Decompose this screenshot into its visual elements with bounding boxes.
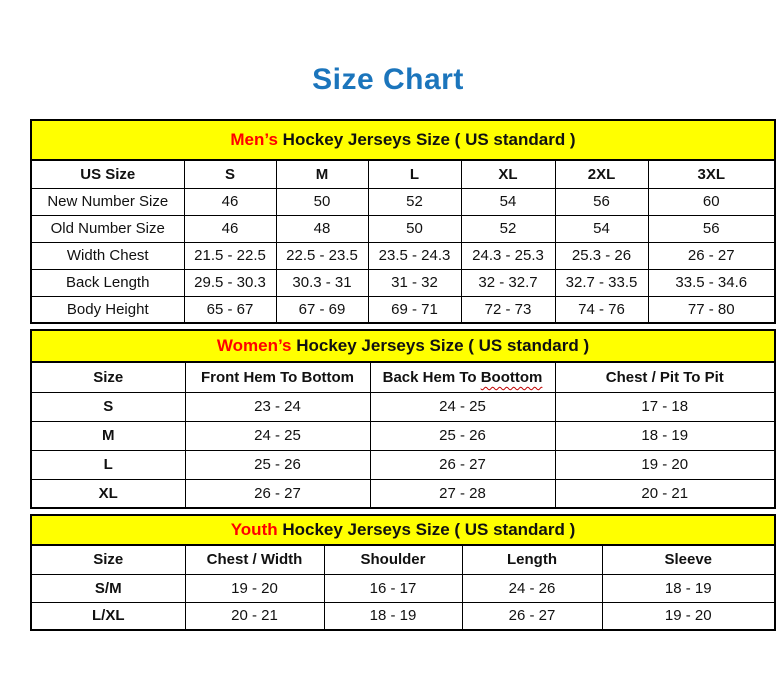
size-value-cell: 19 - 20 [555, 450, 775, 479]
size-value-cell: 50 [276, 188, 368, 215]
table-row-old-number-size [31, 215, 775, 242]
size-value-cell: 32 - 32.7 [461, 269, 555, 296]
size-value-cell: 65 - 67 [184, 296, 276, 323]
column-header-size: Size [31, 545, 185, 574]
size-value-cell: 72 - 73 [461, 296, 555, 323]
youth-section-title-highlight: Youth [230, 520, 278, 539]
size-value-cell: 24 - 26 [462, 574, 602, 602]
mens-column-header-row [31, 160, 775, 188]
size-value-cell: 74 - 76 [555, 296, 648, 323]
womens-section-title [31, 330, 775, 362]
row-label: S [31, 392, 185, 421]
youth-size-table [30, 514, 776, 631]
table-row-womens-m [31, 421, 775, 450]
size-value-cell: 54 [461, 188, 555, 215]
size-value-cell: 26 - 27 [648, 242, 775, 269]
size-value-cell: 26 - 27 [185, 479, 370, 508]
size-value-cell: 20 - 21 [555, 479, 775, 508]
column-header-2xl: 2XL [555, 160, 648, 188]
mens-size-table [30, 119, 776, 324]
size-value-cell: 17 - 18 [555, 392, 775, 421]
size-value-cell: 22.5 - 23.5 [276, 242, 368, 269]
size-value-cell: 16 - 17 [324, 574, 462, 602]
table-row-new-number-size [31, 188, 775, 215]
size-value-cell: 54 [555, 215, 648, 242]
row-label: L/XL [31, 602, 185, 630]
back-hem-prefix: Back Hem To [382, 368, 477, 386]
size-value-cell: 24 - 25 [370, 392, 555, 421]
size-value-cell: 21.5 - 22.5 [184, 242, 276, 269]
size-value-cell: 18 - 19 [555, 421, 775, 450]
size-value-cell: 52 [461, 215, 555, 242]
table-row-width-chest [31, 242, 775, 269]
mens-section-title [31, 120, 775, 160]
size-value-cell: 25 - 26 [370, 421, 555, 450]
youth-section-title [31, 515, 775, 545]
size-value-cell: 19 - 20 [602, 602, 775, 630]
size-value-cell: 56 [648, 215, 775, 242]
size-value-cell: 52 [368, 188, 461, 215]
column-header-front-hem: Front Hem To Bottom [185, 362, 370, 392]
mens-section-title-rest: Hockey Jerseys Size ( US standard ) [282, 130, 576, 149]
column-header-length: Length [462, 545, 602, 574]
column-header-size: Size [31, 362, 185, 392]
size-value-cell: 46 [184, 188, 276, 215]
size-value-cell: 27 - 28 [370, 479, 555, 508]
size-value-cell: 24 - 25 [185, 421, 370, 450]
size-value-cell: 29.5 - 30.3 [184, 269, 276, 296]
youth-column-header-row [31, 545, 775, 574]
column-header-l: L [368, 160, 461, 188]
womens-section-header-row [31, 330, 775, 362]
womens-section-title-highlight: Women’s [216, 336, 292, 355]
size-value-cell: 46 [184, 215, 276, 242]
row-label: Back Length [31, 269, 184, 296]
size-value-cell: 48 [276, 215, 368, 242]
column-header-m: M [276, 160, 368, 188]
size-value-cell: 60 [648, 188, 775, 215]
womens-section-title-rest: Hockey Jerseys Size ( US standard ) [296, 336, 590, 355]
womens-column-header-row [31, 362, 775, 392]
column-header-shoulder: Shoulder [324, 545, 462, 574]
size-value-cell: 30.3 - 31 [276, 269, 368, 296]
column-header-chest-width: Chest / Width [185, 545, 324, 574]
row-label: Width Chest [31, 242, 184, 269]
size-value-cell: 18 - 19 [324, 602, 462, 630]
row-label: S/M [31, 574, 185, 602]
column-header-3xl: 3XL [648, 160, 775, 188]
table-row-youth-sm [31, 574, 775, 602]
size-value-cell: 23.5 - 24.3 [368, 242, 461, 269]
size-value-cell: 33.5 - 34.6 [648, 269, 775, 296]
row-label: New Number Size [31, 188, 184, 215]
row-label: Old Number Size [31, 215, 184, 242]
column-header-us-size: US Size [31, 160, 184, 188]
size-value-cell: 20 - 21 [185, 602, 324, 630]
size-value-cell: 26 - 27 [370, 450, 555, 479]
table-row-back-length [31, 269, 775, 296]
table-row-youth-lxl [31, 602, 775, 630]
size-value-cell: 50 [368, 215, 461, 242]
size-value-cell: 67 - 69 [276, 296, 368, 323]
size-chart-tables [30, 119, 774, 631]
size-value-cell: 25 - 26 [185, 450, 370, 479]
column-header-back-hem [370, 362, 555, 392]
back-hem-misspelled-word: Boottom [480, 368, 543, 386]
column-header-xl: XL [461, 160, 555, 188]
mens-section-header-row [31, 120, 775, 160]
table-row-womens-s [31, 392, 775, 421]
row-label: Body Height [31, 296, 184, 323]
table-row-womens-xl [31, 479, 775, 508]
size-value-cell: 25.3 - 26 [555, 242, 648, 269]
row-label: M [31, 421, 185, 450]
size-value-cell: 56 [555, 188, 648, 215]
size-value-cell: 24.3 - 25.3 [461, 242, 555, 269]
size-value-cell: 69 - 71 [368, 296, 461, 323]
column-header-s: S [184, 160, 276, 188]
size-value-cell: 77 - 80 [648, 296, 775, 323]
size-value-cell: 19 - 20 [185, 574, 324, 602]
size-value-cell: 31 - 32 [368, 269, 461, 296]
size-value-cell: 23 - 24 [185, 392, 370, 421]
mens-section-title-highlight: Men’s [230, 130, 278, 149]
size-value-cell: 32.7 - 33.5 [555, 269, 648, 296]
column-header-sleeve: Sleeve [602, 545, 775, 574]
youth-section-header-row [31, 515, 775, 545]
size-value-cell: 26 - 27 [462, 602, 602, 630]
youth-section-title-rest: Hockey Jerseys Size ( US standard ) [282, 520, 576, 539]
womens-size-table [30, 329, 776, 509]
table-row-womens-l [31, 450, 775, 479]
column-header-chest-pit: Chest / Pit To Pit [555, 362, 775, 392]
row-label: L [31, 450, 185, 479]
size-value-cell: 18 - 19 [602, 574, 775, 602]
page-title: Size Chart [312, 63, 464, 96]
row-label: XL [31, 479, 185, 508]
table-row-body-height [31, 296, 775, 323]
